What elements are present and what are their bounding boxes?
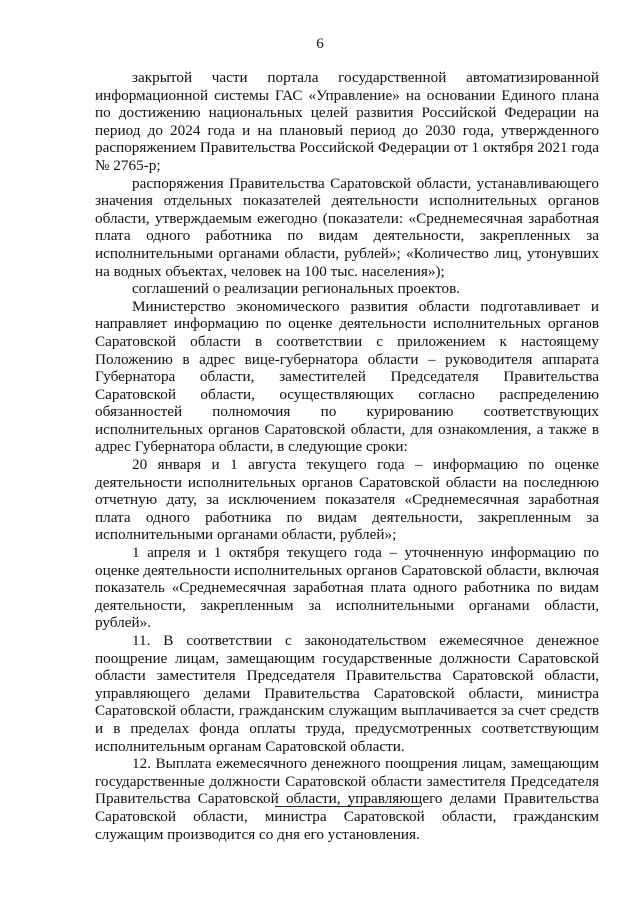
paragraph-regional-projects: соглашений о реализации региональных проектов. — [132, 280, 461, 298]
paragraph-ministry-reporting: Министерство экономического развития области подготавливает и направляет информацию по оценке деятельности исполнительных органов Саратовской области в соответствии с приложением к настоящему Положению в адрес вице-губернатора области – руководителя аппарата Губернатора области, заместителей Председателя Правительства Саратовской области, осуществляющих согласно распределению обязанностей полномочия по курированию соответствующих исполнительных органов Саратовской области, для ознакомления, а также в адрес Губернатора области, в следующие сроки: — [95, 297, 599, 456]
paragraph-deadline-january-august: 20 января и 1 августа текущего года – информацию по оценке деятельности исполнительных органов Саратовской области на последнюю отчетную дату, за исключением показателя «Среднемесячная заработная плата одного работника по видам деятельности, закрепленным за исполнительными органами области, рублей»; — [95, 456, 599, 544]
paragraph-deadline-april-october: 1 апреля и 1 октября текущего года – уточненную информацию по оценке деятельности исполнительных органов Саратовской области, включая показатель «Среднемесячная заработная плата одного работника по видам деятельности, закрепленным за исполнительными органами области, рублей». — [95, 544, 599, 632]
document-body — [95, 69, 599, 843]
paragraph-clause-12: 12. Выплата ежемесячного денежного поощрения лицам, замещающим государственные должности Саратовской области заместителя Председателя Правительства Саратовской области, управляющего делами Правительства Саратовской области, министра Саратовской области, гражданским служащим производится со дня его установления. — [95, 755, 599, 843]
paragraph-government-order: распоряжения Правительства Саратовской области, устанавливающего значения отдельных показателей деятельности исполнительных органов области, утверждаемым ежегодно (показатели: «Среднемесячная заработная плата одного работника по видам деятельности, закрепленных за исполнительными органами области, рублей»; «Количество лиц, утонувших на водных объектах, человек на 100 тыс. населения»); — [95, 174, 599, 280]
page-number: 6 — [316, 36, 324, 52]
paragraph-portal-continuation: закрытой части портала государственной автоматизированной информационной системы ГАС «Управление» на основании Единого плана по достижению национальных целей развития Российской Федерации на период до 2024 года и на плановый период до 2030 года, утвержденного распоряжением Правительства Российской Федерации от 1 октября 2021 года № 2765-р; — [95, 69, 599, 174]
paragraph-clause-11: 11. В соответствии с законодательством ежемесячное денежное поощрение лицам, замещающим государственные должности Саратовской области заместителя Председателя Правительства Саратовской области, управляющего делами Правительства Саратовской области, министра Саратовской области, гражданским служащим выплачивается за счет средств и в пределах фонда оплаты труда, предусмотренных соответствующим исполнительным органам Саратовской области. — [95, 632, 599, 755]
closing-rule — [275, 806, 421, 807]
